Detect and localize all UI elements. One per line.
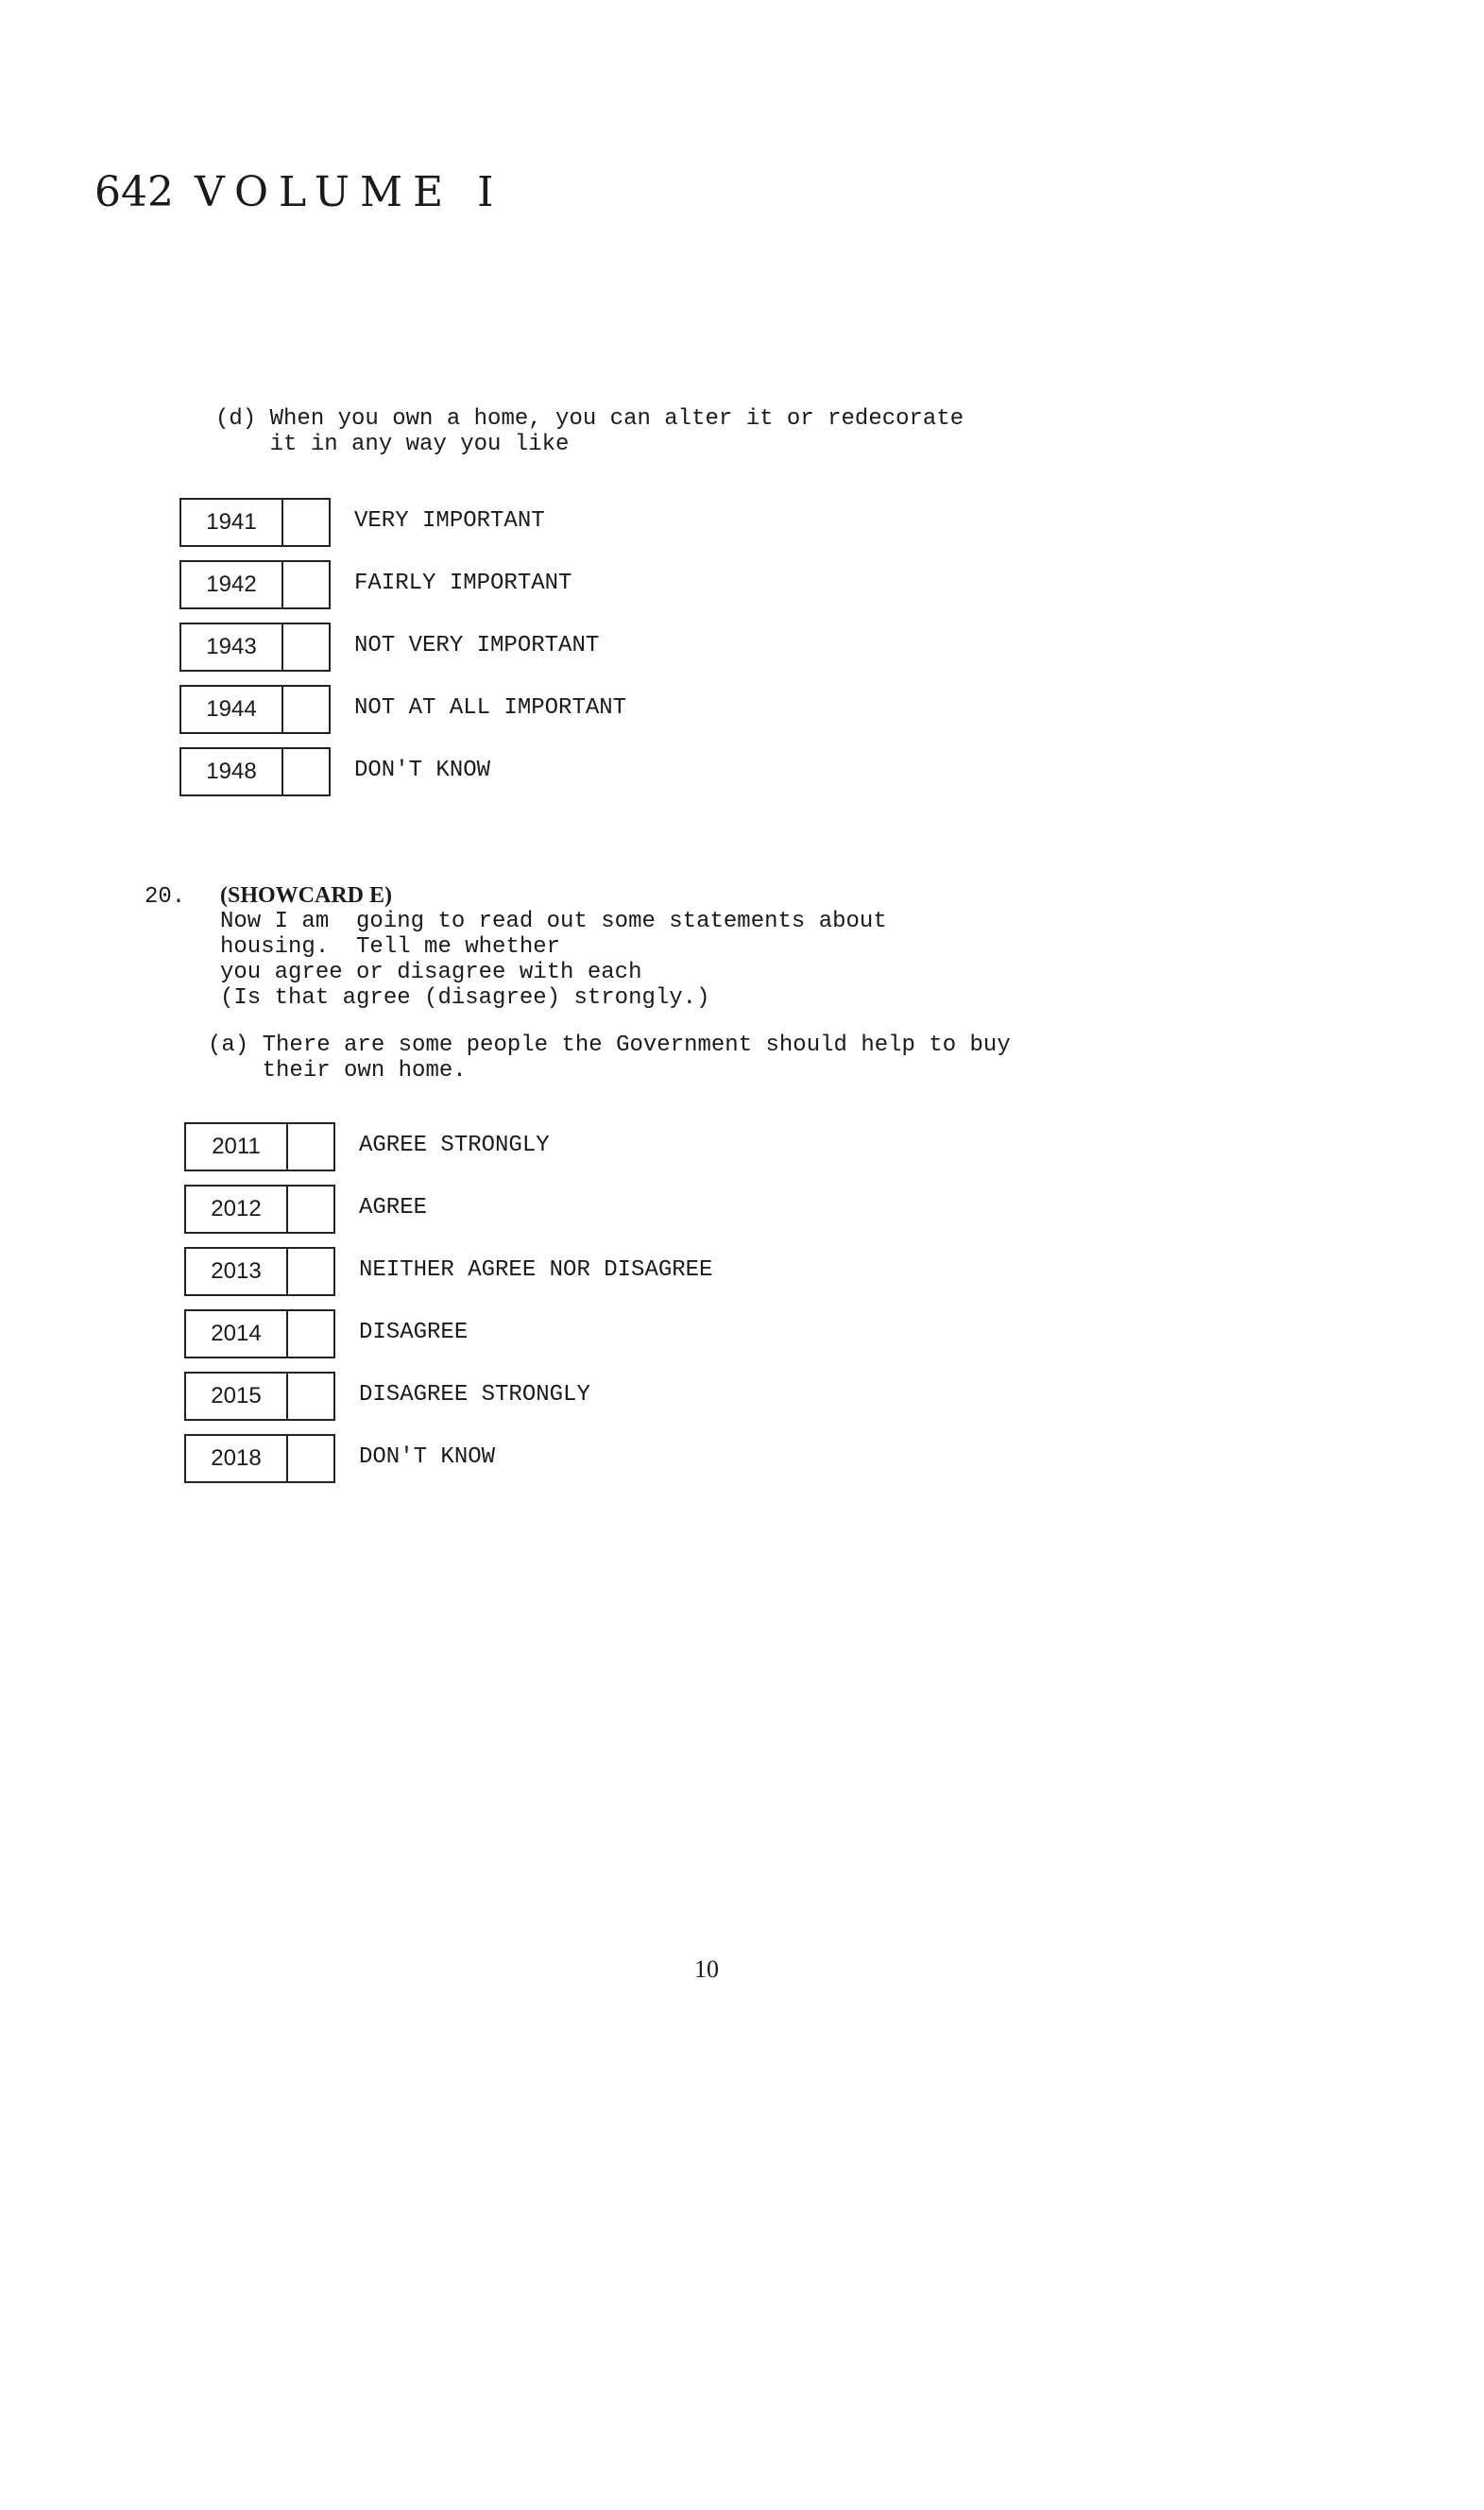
tick-box[interactable]: [286, 1185, 335, 1234]
code-box: 2015: [184, 1372, 288, 1421]
code-box: 2011: [184, 1122, 288, 1171]
showcard-label: (SHOWCARD E): [220, 883, 393, 908]
tick-box[interactable]: [281, 498, 331, 547]
tick-box[interactable]: [286, 1434, 335, 1483]
page-header: [94, 168, 504, 216]
code-box: 2012: [184, 1185, 288, 1234]
answer-label: AGREE STRONGLY: [359, 1133, 550, 1158]
code-box: 1941: [179, 498, 283, 547]
code-box: 1942: [179, 560, 283, 609]
answer-label: NEITHER AGREE NOR DISAGREE: [359, 1257, 713, 1283]
answer-label: FAIRLY IMPORTANT: [354, 571, 572, 596]
volume-title: VOLUME I: [194, 168, 504, 216]
answer-label: VERY IMPORTANT: [354, 508, 545, 534]
tick-box[interactable]: [286, 1247, 335, 1296]
tick-box[interactable]: [286, 1372, 335, 1421]
tick-box[interactable]: [281, 747, 331, 796]
code-box: 2013: [184, 1247, 288, 1296]
code-box: 1943: [179, 623, 283, 672]
code-box: 1948: [179, 747, 283, 796]
page-number: 10: [694, 1955, 719, 1983]
answer-label: DISAGREE: [359, 1320, 469, 1345]
tick-box[interactable]: [286, 1309, 335, 1358]
tick-box[interactable]: [281, 685, 331, 734]
tick-box[interactable]: [281, 560, 331, 609]
answer-label: DON'T KNOW: [359, 1444, 496, 1470]
code-box: 1944: [179, 685, 283, 734]
question-d-text: (d) When you own a home, you can alter it or redecorate it in any way you like: [215, 406, 964, 457]
question-number: 20.: [145, 884, 186, 910]
question-20a-text: (a) There are some people the Government should help to buy their own home.: [208, 1033, 1011, 1084]
question-20-intro: Now I am going to read out some statements about housing. Tell me whether you agree or disagree with each (Is that agree (disagree) strongly.): [220, 909, 887, 1011]
answer-label: AGREE: [359, 1195, 428, 1221]
answer-label: DISAGREE STRONGLY: [359, 1382, 590, 1408]
answer-label: NOT VERY IMPORTANT: [354, 633, 600, 658]
answer-label: DON'T KNOW: [354, 758, 491, 783]
code-box: 2014: [184, 1309, 288, 1358]
page-ref: 642: [94, 168, 174, 216]
tick-box[interactable]: [281, 623, 331, 672]
tick-box[interactable]: [286, 1122, 335, 1171]
answer-label: NOT AT ALL IMPORTANT: [354, 695, 627, 721]
code-box: 2018: [184, 1434, 288, 1483]
